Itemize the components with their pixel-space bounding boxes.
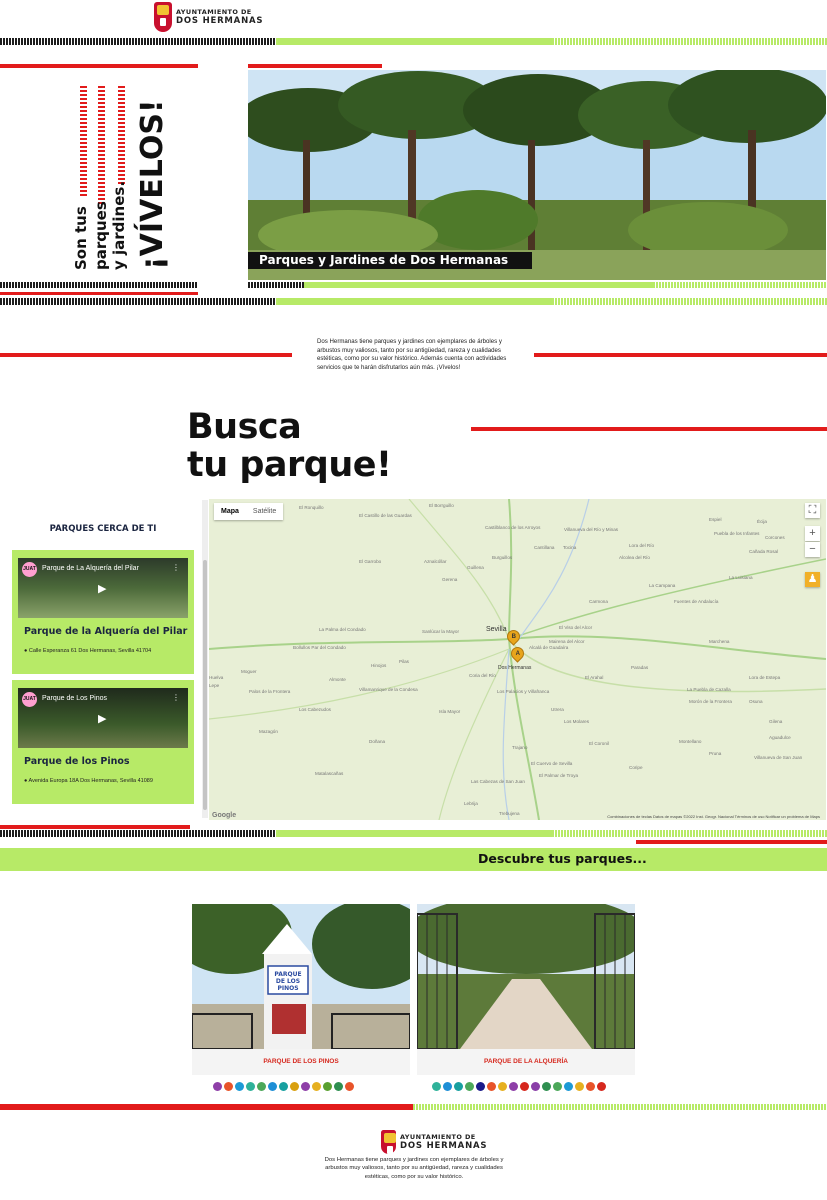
red-line (0, 64, 198, 68)
hero-title-line-1: Son tus (72, 206, 90, 270)
map-label: El Borrguillo (429, 503, 454, 508)
map-label: La Palma del Condado (319, 627, 366, 632)
map-label: Marchena (709, 639, 730, 644)
band-green (276, 38, 552, 45)
header-logo[interactable] (154, 2, 263, 32)
service-icon (279, 1082, 288, 1091)
map-label: Castilblanco de los Arroyos (485, 525, 541, 530)
coat-of-arms-icon (381, 1130, 396, 1154)
service-icon (498, 1082, 507, 1091)
red-stripes (118, 86, 125, 186)
service-icon (553, 1082, 562, 1091)
service-icon (213, 1082, 222, 1091)
map-label: El Arahal (585, 675, 604, 680)
service-icon (586, 1082, 595, 1091)
map-label: Huelva (209, 675, 224, 680)
map-label: Mazagón (259, 729, 278, 734)
red-line (0, 825, 190, 829)
red-line (534, 353, 827, 357)
map-city-label: Sevilla (486, 626, 507, 633)
location-pin-icon: ● (24, 778, 29, 784)
service-icon (443, 1082, 452, 1091)
band-dark (248, 282, 304, 288)
service-icon (246, 1082, 255, 1091)
red-line (0, 353, 292, 357)
map-label: Aguadulce (769, 735, 791, 740)
map-label: Trajano (512, 745, 528, 750)
map-label: Paradas (631, 665, 649, 670)
map-label: Fuentes de Andalucía (674, 599, 719, 604)
fullscreen-icon[interactable]: ⛶ (805, 503, 820, 518)
map-label: Pruna (709, 751, 722, 756)
service-icon (301, 1082, 310, 1091)
map-label: Pilas (399, 659, 409, 664)
map-label: Las Cabezas de San Juan (471, 779, 525, 784)
map-label: Coripe (629, 765, 643, 770)
service-icon (454, 1082, 463, 1091)
map-label: Puebla de los Infantes (714, 531, 760, 536)
more-options-icon[interactable]: ⋮ (172, 563, 180, 572)
service-icon (334, 1082, 343, 1091)
logo-line-1: AYUNTAMIENTO DE (176, 7, 252, 16)
map-label: Villamanrique de la Condesa (359, 687, 418, 692)
park-services-icons (213, 1082, 354, 1091)
band-dark (0, 38, 276, 45)
map-type-satellite[interactable]: Satélite (252, 508, 277, 515)
band-green (304, 282, 653, 288)
red-line (636, 840, 827, 844)
red-stripes (98, 86, 105, 206)
map-label: Tocina (563, 545, 577, 550)
band-green (276, 830, 552, 837)
map-label: Isla Mayor (439, 709, 461, 714)
map-label: Gilena (769, 719, 783, 724)
coat-of-arms-icon (154, 2, 172, 32)
band-green-hatch (413, 1104, 827, 1110)
map-label: Gerena (442, 577, 458, 582)
park-card[interactable] (12, 550, 194, 674)
nearby-parks-title: PARQUES CERCA DE TI (49, 524, 157, 534)
park-address (24, 778, 153, 784)
channel-avatar[interactable]: JUAT (22, 692, 37, 707)
map-label: La Campana (649, 583, 676, 588)
map-label: El Cuervo de Sevilla (531, 761, 573, 766)
footer-text: Dos Hermanas tiene parques y jardines con ejemplares de árboles y arbustos muy valiosos, tanto por su antigüedad, rareza y cualidades estéticas, como por su valor histórico. (324, 1157, 504, 1180)
footer-logo[interactable] (381, 1130, 487, 1154)
service-icon (290, 1082, 299, 1091)
intro-text: Dos Hermanas tiene parques y jardines con ejemplares de árboles y arbustos muy valiosos, tanto por su antigüedad, rareza y cualidades estéticas, como por su valor histórico. Además cuenta con actividades servicios que te harán disfrutarlos aún más. ¡Vívelos! (317, 338, 507, 371)
logo-line-2: DOS HERMANAS (176, 16, 264, 26)
map-label: Alcalá de Guadaíra (529, 645, 569, 650)
map-label: Lepe (209, 683, 220, 688)
band-dark (0, 830, 276, 837)
park-address (24, 648, 151, 654)
location-pin-icon: ● (24, 648, 29, 654)
map-label: Morón de la Frontera (689, 699, 732, 704)
zoom-out-button[interactable]: − (805, 542, 820, 557)
service-icon (542, 1082, 551, 1091)
map-marker-a[interactable]: A (508, 644, 526, 662)
band-green-hatch (552, 38, 827, 45)
svg-text:DE LOS: DE LOS (275, 978, 301, 985)
red-line (471, 427, 827, 431)
logo-line-2: DOS HERMANAS (400, 1141, 488, 1151)
video-player[interactable] (18, 558, 188, 618)
map-label: Cantillana (534, 545, 555, 550)
map-label: Palos de la Frontera (249, 689, 291, 694)
map-label: Moguer (241, 669, 257, 674)
map-label: El Ronquillo (299, 505, 324, 510)
park-tile-label[interactable]: PARQUE DE LA ALQUERÍA (484, 1058, 568, 1065)
map-label: Villanueva del Río y Minas (564, 527, 619, 532)
map-label: Lebrija (464, 801, 478, 806)
park-services-icons (432, 1082, 606, 1091)
map-label: El Castillo de las Guardas (359, 513, 412, 518)
service-icon (345, 1082, 354, 1091)
video-title[interactable]: Parque de La Alquería del Pilar (42, 565, 139, 572)
service-icon (323, 1082, 332, 1091)
map-type-control[interactable] (214, 503, 283, 520)
play-icon[interactable]: ▶ (98, 713, 107, 725)
park-card[interactable] (12, 680, 194, 804)
svg-text:PARQUE: PARQUE (274, 971, 302, 978)
map-label: Trebujena (499, 811, 520, 816)
map-label: El Viso del Alcor (559, 625, 593, 630)
park-tile-label[interactable]: PARQUE DE LOS PINOS (263, 1058, 339, 1065)
logo-text (176, 9, 263, 26)
service-icon (487, 1082, 496, 1091)
red-line (0, 1104, 413, 1110)
map-label: Lora de Estepa (749, 675, 781, 680)
map-label: Almonte (329, 677, 346, 682)
map-marker-b[interactable]: B (504, 627, 522, 645)
band-green (276, 298, 552, 305)
map-label: Carmona (589, 599, 608, 604)
band-green-hatch (552, 830, 827, 837)
map-label: Mairena del Alcor (549, 639, 585, 644)
service-icon (268, 1082, 277, 1091)
map-label: La Luisiana (729, 575, 753, 580)
red-line (0, 292, 198, 295)
map-label: Lora del Río (629, 543, 655, 548)
hero-title-line-2: parques (92, 201, 110, 270)
hero-image (248, 70, 826, 280)
map-label: La Puebla de Cazalla (687, 687, 731, 692)
hero-title-line-3: y jardines. (110, 180, 128, 270)
svg-text:PINOS: PINOS (277, 985, 299, 992)
map-label: El Coronil (589, 741, 609, 746)
map-label: Alcolea del Río (619, 555, 650, 560)
red-stripes (80, 86, 87, 196)
park-photo[interactable] (417, 904, 635, 1049)
map-label: Aznalcóllar (424, 559, 447, 564)
map-label: Burguillos (492, 555, 513, 560)
service-icon (465, 1082, 474, 1091)
map-label: Espiel (709, 517, 722, 522)
hero-title-big: ¡VÍVELOS! (135, 99, 170, 270)
park-name[interactable]: Parque de la Alquería del Pilar (24, 626, 188, 637)
map-label: Cañada Rosal (749, 549, 779, 554)
band-dark (0, 298, 276, 305)
map-label: Coria del Río (469, 673, 496, 678)
video-player[interactable] (18, 688, 188, 748)
more-options-icon[interactable]: ⋮ (172, 693, 180, 702)
park-tile-alqueria[interactable] (417, 904, 635, 1075)
google-logo: Google (212, 812, 237, 819)
map-label: Corcones (765, 535, 785, 540)
map-label: Los Palacios y Villafranca (497, 689, 550, 694)
map-type-map[interactable]: Mapa (221, 508, 239, 515)
search-heading-line-1: Busca (187, 407, 302, 447)
zoom-in-button[interactable]: + (805, 526, 820, 541)
map-label: Matalascañas (315, 771, 344, 776)
map-town-label: Dos Hermanas (498, 665, 532, 671)
park-name[interactable]: Parque de los Pinos (24, 756, 130, 767)
street-view-pegman-icon[interactable]: ♟ (805, 572, 820, 587)
play-icon[interactable]: ▶ (98, 583, 107, 595)
map-footer[interactable]: Combinaciones de teclas Datos de mapas ©2022 Inst. Geogr. Nacional Términos de uso Notificar un problema de Maps (607, 814, 820, 819)
map-label: El Palmar de Troya (539, 773, 579, 778)
video-title[interactable]: Parque de Los Pinos (42, 695, 107, 702)
map-label: Los Molares (564, 719, 590, 724)
service-icon (235, 1082, 244, 1091)
hero-vertical-title (56, 70, 186, 270)
map-label: Sanlúcar la Mayor (422, 629, 460, 634)
map-label: Utrera (551, 707, 564, 712)
search-heading (187, 408, 391, 484)
map-label: Los Cabezudos (299, 707, 331, 712)
park-tile-pinos[interactable] (192, 904, 410, 1075)
sidebar-scroll-thumb[interactable] (203, 560, 207, 810)
park-map[interactable] (209, 499, 826, 820)
map-label: Bollullos Par del Condado (293, 645, 346, 650)
band-dark (0, 282, 198, 288)
service-icon (224, 1082, 233, 1091)
red-line (248, 64, 382, 68)
park-photo[interactable] (192, 904, 410, 1049)
service-icon (312, 1082, 321, 1091)
discover-banner (0, 848, 827, 871)
map-label: Doñana (369, 739, 386, 744)
discover-title: Descubre tus parques... (478, 851, 647, 866)
logo-text (400, 1134, 487, 1151)
map-label: Montellano (679, 739, 702, 744)
service-icon (509, 1082, 518, 1091)
band-green-hatch (653, 282, 827, 288)
band-green-hatch (552, 298, 827, 305)
service-icon (564, 1082, 573, 1091)
service-icon (476, 1082, 485, 1091)
logo-line-1: AYUNTAMIENTO DE (400, 1132, 476, 1141)
map-label: Osuna (749, 699, 763, 704)
map-label: Écija (757, 519, 767, 524)
address-text: Calle Esperanza 61 Dos Hermanas, Sevilla 41704 (28, 648, 152, 654)
hero-caption: Parques y Jardines de Dos Hermanas (248, 252, 532, 269)
map-label: Guillena (467, 565, 484, 570)
map-label: Hinojos (371, 663, 387, 668)
service-icon (520, 1082, 529, 1091)
service-icon (531, 1082, 540, 1091)
service-icon (575, 1082, 584, 1091)
service-icon (432, 1082, 441, 1091)
map-label: Villanueva de San Juan (754, 755, 803, 760)
service-icon (597, 1082, 606, 1091)
channel-avatar[interactable]: JUAT (22, 562, 37, 577)
address-text: Avenida Europa 18A Dos Hermanas, Sevilla 41089 (28, 778, 153, 784)
search-heading-line-2: tu parque! (187, 445, 392, 485)
service-icon (257, 1082, 266, 1091)
map-label: El Garrobo (359, 559, 382, 564)
